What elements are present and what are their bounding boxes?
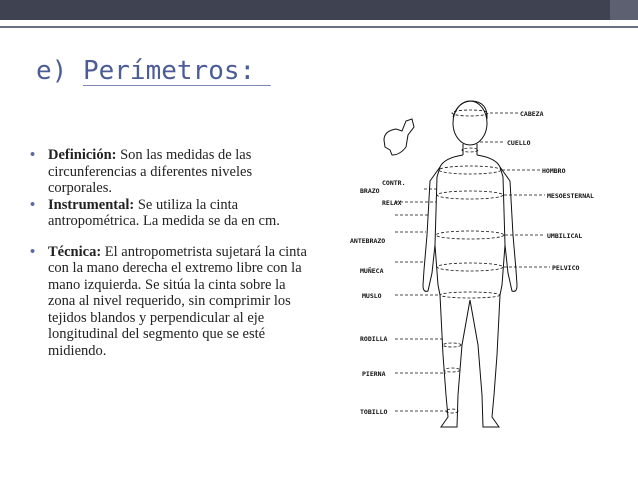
label-muneca: MUÑECA <box>360 267 384 275</box>
bullet-text: Se utiliza la cinta antropométrica. La medida se da en cm. <box>48 196 280 229</box>
line-pelvico <box>437 263 503 271</box>
label-hombro: HOMBRO <box>542 167 566 175</box>
header-rule <box>0 26 638 28</box>
body-perimeters-diagram <box>340 95 630 435</box>
bullet-term: Instrumental: <box>48 196 135 213</box>
bullet-dot: • <box>30 196 36 213</box>
bullet-text: El antropometrista sujetará la cinta con la mano derecha el extremo libre con la mano izquierda. Se sitúa la cinta sobre la zona al nivel requerido, sin comprimir los tejidos blandos y perpendicular al eje longitudinal del segmento que se esté midiendo. <box>48 243 307 359</box>
line-mesoesternal <box>437 191 503 199</box>
label-cabeza: CABEZA <box>520 110 544 118</box>
bullet-term: Técnica: <box>48 243 102 260</box>
line-cuello <box>462 148 478 152</box>
label-relax: RELAX <box>382 199 402 207</box>
bullet-definicion <box>30 147 315 197</box>
line-hombro <box>439 166 501 174</box>
right-leaders <box>480 113 550 267</box>
label-rodilla: RODILLA <box>360 335 388 343</box>
line-muslo <box>440 292 500 298</box>
top-bar-accent <box>610 0 638 20</box>
bullet-term: Definición: <box>48 147 117 163</box>
line-rodilla <box>443 343 461 347</box>
label-pierna: PIERNA <box>362 370 386 378</box>
title-pad <box>255 56 271 86</box>
torso-shape <box>435 155 505 295</box>
bullet-tecnica <box>30 244 315 360</box>
figure-labels <box>350 110 594 416</box>
flexed-arm-icon <box>384 119 414 155</box>
bullet-dot: • <box>30 147 36 163</box>
bullet-list <box>30 147 315 359</box>
title-main-text: Perímetros: <box>82 56 256 86</box>
neck-shape <box>463 144 477 155</box>
measure-lines <box>395 110 550 413</box>
label-brazo: BRAZO <box>360 187 380 195</box>
title-main <box>83 56 271 86</box>
slide-title <box>36 56 271 86</box>
top-bar <box>0 0 638 20</box>
label-muslo: MUSLO <box>362 292 382 300</box>
title-prefix: e) <box>36 56 83 86</box>
right-leg-shape <box>440 295 470 427</box>
label-mesoesternal: MESOESTERNAL <box>547 192 594 200</box>
left-leaders <box>395 189 447 411</box>
label-tobillo: TOBILLO <box>360 408 388 416</box>
label-cuello: CUELLO <box>507 139 531 147</box>
label-umbilical: UMBILICAL <box>547 232 583 240</box>
left-leg-shape <box>470 295 500 427</box>
line-cabeza <box>452 110 488 116</box>
label-antebrazo: ANTEBRAZO <box>350 237 386 245</box>
label-contr: CONTR. <box>382 179 406 187</box>
bullet-text: Son las medidas de las circunferencias a diferentes niveles corporales. <box>48 147 253 196</box>
line-pierna <box>444 368 460 372</box>
label-pelvico: PELVICO <box>552 264 580 272</box>
line-umbilical <box>436 231 504 239</box>
bullet-instrumental <box>30 197 315 230</box>
bullet-dot: • <box>30 243 36 260</box>
